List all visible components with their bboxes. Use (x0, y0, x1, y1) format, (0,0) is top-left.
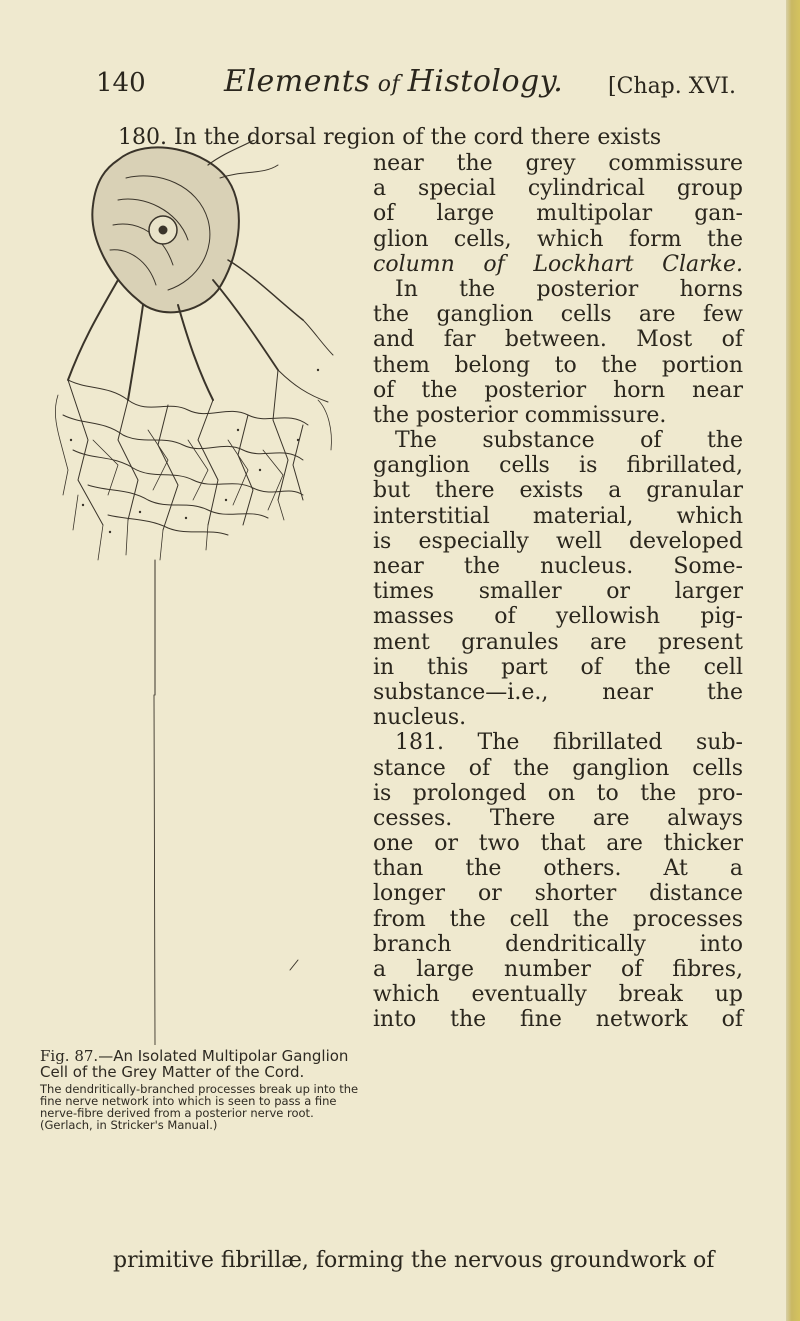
running-title-mid: of (370, 72, 408, 97)
text-line: glion cells, which form the (373, 226, 743, 252)
text-line: ganglion cells is fibrillated, (373, 453, 743, 479)
text-line: in this part of the cell (373, 654, 743, 680)
chapter-reference: [Chap. XVI. (607, 74, 736, 99)
text-line: into the fine network of (373, 1007, 743, 1033)
page-edge (786, 0, 800, 1321)
text-line: them belong to the portion (373, 352, 743, 378)
text-line: cesses. There are always (373, 805, 743, 831)
continuation-line: primitive fibrillæ, forming the nervous groundwork of (113, 1248, 715, 1273)
page-header (96, 64, 746, 108)
text-line: which eventually break up (373, 982, 743, 1008)
text-line: 181. The fibrillated sub- (395, 730, 743, 756)
ganglion-cell-illustration (48, 140, 338, 1045)
text-line: times smaller or larger (373, 579, 743, 605)
text-line: a large number of fibres, (373, 957, 743, 982)
text-line: is prolonged on to the pro- (373, 780, 743, 806)
text-line: than the others. At a (373, 856, 743, 882)
running-title (224, 64, 563, 99)
text-line: of the posterior horn near (373, 377, 743, 403)
text-line: but there exists a granular (373, 478, 743, 504)
text-line: one or two that are thicker (373, 831, 743, 857)
text-line (373, 252, 743, 277)
text-line: is especially well developed (373, 528, 743, 554)
text-line: near the nucleus. Some- (373, 554, 743, 579)
figure-label: Fig. 87. (40, 1047, 99, 1065)
running-title-prefix: Elements (224, 64, 371, 99)
text-line: stance of the ganglion cells (373, 755, 743, 781)
text-line: branch dendritically into (373, 931, 743, 957)
text-line: longer or shorter distance (373, 881, 743, 907)
text-line-italic: column of Lockhart Clarke. (373, 251, 743, 277)
text-line: In the posterior horns (395, 276, 743, 302)
body-text-column (373, 151, 743, 1033)
text-line: a special cylindrical group (373, 176, 743, 202)
text-line: masses of yellowish pig- (373, 604, 743, 630)
figure-title (40, 1048, 362, 1080)
text-line: ment granules are present (373, 629, 743, 655)
text-line: substance—i.e., near the (373, 679, 743, 705)
text-line: interstitial material, which (373, 503, 743, 529)
paragraph-180-first-line: 180. In the dorsal region of the cord there exists (118, 125, 662, 150)
text-line: and far between. Most of (373, 327, 743, 353)
running-title-suffix: Histology. (407, 64, 564, 99)
figure-title-text: —An Isolated Multipolar Ganglion Cell of the Grey Matter of the Cord. (40, 1047, 349, 1081)
text-line: nucleus. (373, 705, 467, 731)
figure-description: The dendritically-branched processes break up into the fine nerve network into which is seen to pass a fine nerve-fibre derived from a posterior nerve root. (Gerlach, in Stricker's Manual.) (40, 1082, 359, 1132)
text-line: from the cell the processes (373, 906, 743, 932)
figure-caption (40, 1048, 362, 1131)
text-line: of large multipolar gan- (373, 201, 743, 227)
text-line: the ganglion cells are few (373, 302, 743, 328)
text-line: the posterior commissure. (373, 402, 667, 428)
text-line: The substance of the (395, 428, 743, 454)
text-line: near the grey commissure (373, 151, 743, 176)
page-number: 140 (96, 68, 146, 98)
